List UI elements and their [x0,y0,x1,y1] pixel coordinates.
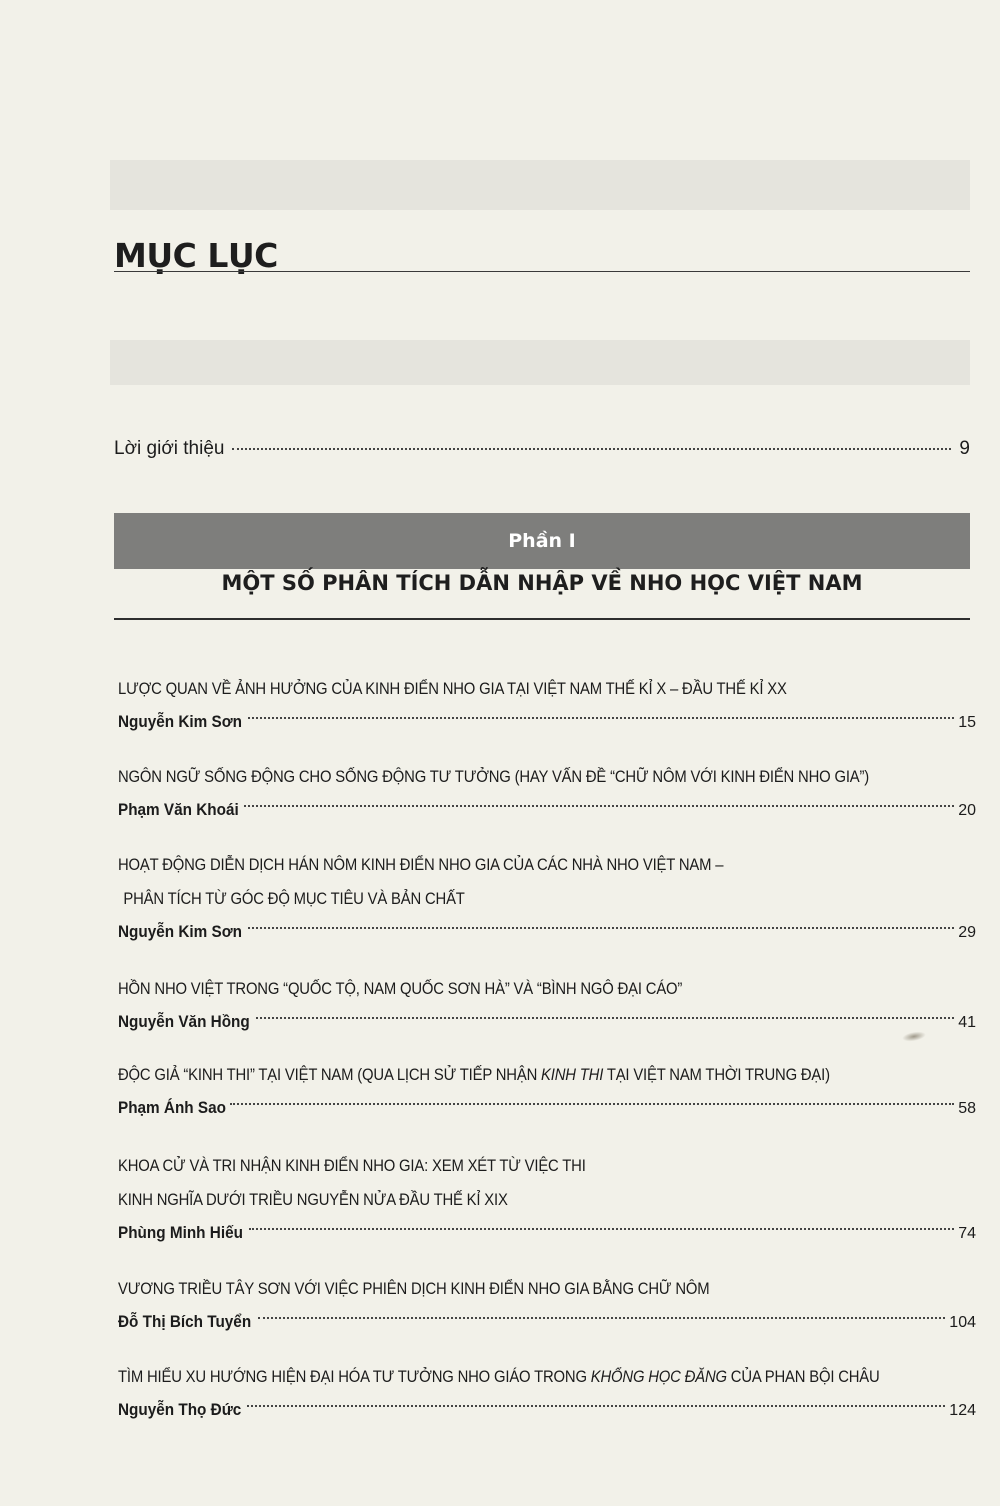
entry-page-number: 124 [949,1402,976,1419]
entry-title-part: ĐỘC GIẢ “KINH THI” TẠI VIỆT NAM (QUA LỊCH SỬ TIẾP NHẬN [118,1066,542,1084]
entry-author: Phạm Văn Khoái [118,800,239,819]
dot-leader [248,927,954,929]
entry-page-number: 20 [958,802,976,819]
dot-leader [249,1228,954,1230]
entry-title [118,1058,892,1092]
part-divider [114,618,970,620]
entry-author: Nguyễn Kim Sơn [118,712,242,731]
part-title: MỘT SỐ PHÂN TÍCH DẪN NHẬP VỀ NHO HỌC VIỆT NAM [221,571,863,595]
toc-entry[interactable] [118,672,978,738]
entry-page-number: 29 [958,924,976,941]
toc-entry[interactable] [118,1272,978,1338]
part-heading-band [114,513,970,569]
entry-author: Nguyễn Thọ Đức [118,1400,242,1419]
dot-leader [230,1103,954,1105]
toc-entry[interactable] [118,972,978,1038]
entry-title-line-2: PHÂN TÍCH TỪ GÓC ĐỘ MỤC TIÊU VÀ BẢN CHẤT [123,890,465,908]
title-divider [114,271,970,272]
entry-title-part: TẠI VIỆT NAM THỜI TRUNG ĐẠI) [603,1066,830,1084]
toc-entry[interactable] [118,760,978,826]
entry-title: HỒN NHO VIỆT TRONG “QUỐC TỘ, NAM QUỐC SƠN HÀ” VÀ “BÌNH NGÔ ĐẠI CÁO” [118,980,683,998]
entry-title-italic: KINH THI [541,1066,604,1084]
page-title: MỤC LỤC [114,236,278,275]
entry-title-line-1: HOẠT ĐỘNG DIỄN DỊCH HÁN NÔM KINH ĐIỂN NHO GIA CỦA CÁC NHÀ NHO VIỆT NAM – [118,856,724,874]
dot-leader [232,448,951,450]
entry-page-number: 104 [949,1314,976,1331]
part-label: Phần I [508,530,576,552]
intro-page-number: 9 [959,438,970,459]
entry-title-italic: KHỔNG HỌC ĐĂNG [590,1368,727,1386]
entry-title-part: TÌM HIỂU XU HƯỚNG HIỆN ĐẠI HÓA TƯ TƯỞNG NHO GIÁO TRONG [118,1368,591,1386]
entry-author: Phạm Ánh Sao [118,1098,226,1117]
toc-entry[interactable] [118,1058,978,1124]
entry-title: VƯƠNG TRIỀU TÂY SƠN VỚI VIỆC PHIÊN DỊCH KINH ĐIỂN NHO GIA BẰNG CHỮ NÔM [118,1280,710,1298]
entry-page-number: 41 [958,1014,976,1031]
entry-author: Đỗ Thị Bích Tuyển [118,1312,252,1331]
dot-leader [247,1405,945,1407]
entry-title: NGÔN NGỮ SỐNG ĐỘNG CHO SỐNG ĐỘNG TƯ TƯỞNG (HAY VẤN ĐỀ “CHỮ NÔM VỚI KINH ĐIỂN NHO GIA”) [118,768,870,786]
toc-intro-row[interactable] [114,438,970,468]
entry-page-number: 74 [958,1225,976,1242]
entry-author: Nguyễn Văn Hồng [118,1012,250,1031]
dot-leader [248,717,954,719]
dot-leader [258,1317,945,1319]
entry-title-part: CỦA PHAN BỘI CHÂU [726,1368,880,1386]
bleed-through-band [110,160,970,210]
entry-author: Nguyễn Kim Sơn [118,922,242,941]
intro-label: Lời giới thiệu [114,438,225,459]
entry-page-number: 15 [958,714,976,731]
entry-title: LƯỢC QUAN VỀ ẢNH HƯỞNG CỦA KINH ĐIỂN NHO GIA TẠI VIỆT NAM THẾ KỈ X – ĐẦU THẾ KỈ XX [118,680,787,698]
entry-page-number: 58 [958,1100,976,1117]
bleed-through-band [110,340,970,385]
toc-entry[interactable] [118,1360,978,1426]
entry-title [118,1360,892,1394]
dot-leader [256,1017,954,1019]
dot-leader [244,805,954,807]
toc-entry[interactable] [118,1149,978,1249]
entry-title-line-1: KHOA CỬ VÀ TRI NHẬN KINH ĐIỂN NHO GIA: XEM XÉT TỪ VIỆC THI [118,1157,586,1175]
entry-title-line-2: KINH NGHĨA DƯỚI TRIỀU NGUYỄN NỬA ĐẦU THẾ KỈ XIX [118,1191,508,1209]
toc-entry[interactable] [118,848,978,948]
entry-author: Phùng Minh Hiếu [118,1223,243,1242]
